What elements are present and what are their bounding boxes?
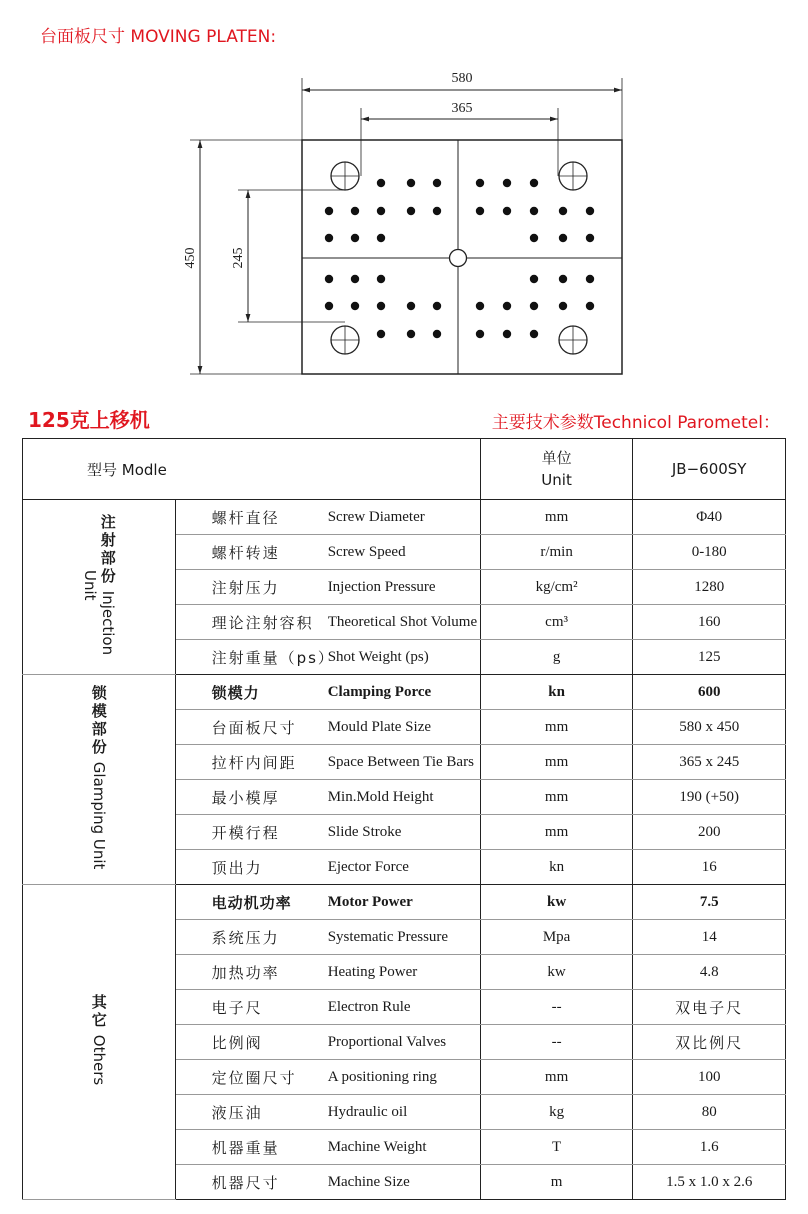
bolt-hole xyxy=(559,302,567,310)
param-value: 1.6 xyxy=(633,1130,786,1165)
bolt-hole xyxy=(530,179,538,187)
param-name-en: Hydraulic oil xyxy=(328,1095,481,1130)
bolt-hole xyxy=(351,234,359,242)
param-name-cn: 锁模力 xyxy=(175,675,328,710)
param-unit: cm³ xyxy=(480,605,633,640)
param-value: 190 (+50) xyxy=(633,780,786,815)
param-value: 365 x 245 xyxy=(633,745,786,780)
table-header-row xyxy=(23,439,786,500)
param-value: 600 xyxy=(633,675,786,710)
bolt-hole xyxy=(433,207,441,215)
param-name-en: Screw Diameter xyxy=(328,500,481,535)
bolt-hole xyxy=(586,234,594,242)
section-label-en: Others xyxy=(89,1035,108,1086)
param-unit: mm xyxy=(480,710,633,745)
bolt-hole xyxy=(407,330,415,338)
dim-label-365: 365 xyxy=(451,101,473,116)
param-name-cn: 机器重量 xyxy=(175,1130,328,1165)
spec-table xyxy=(22,438,786,1200)
param-unit: g xyxy=(480,640,633,675)
bolt-hole xyxy=(530,330,538,338)
param-unit: T xyxy=(480,1130,633,1165)
header-unit xyxy=(480,439,633,500)
param-name-cn: 加热功率 xyxy=(175,955,328,990)
model-title: 125克上移机 xyxy=(28,408,150,432)
param-name-en: Shot Weight (ps) xyxy=(328,640,481,675)
param-name-en: Heating Power xyxy=(328,955,481,990)
param-name-cn: 螺杆转速 xyxy=(175,535,328,570)
section-label xyxy=(23,675,176,885)
param-value: 14 xyxy=(633,920,786,955)
param-value: 0-180 xyxy=(633,535,786,570)
param-value: 160 xyxy=(633,605,786,640)
param-unit: kw xyxy=(480,885,633,920)
param-name-cn: 注射重量（ps） xyxy=(175,640,328,675)
param-name-cn: 液压油 xyxy=(175,1095,328,1130)
header-model-number: JB−600SY xyxy=(633,439,786,500)
bolt-hole xyxy=(586,275,594,283)
param-unit: mm xyxy=(480,1060,633,1095)
param-unit: kg xyxy=(480,1095,633,1130)
param-name-en: Ejector Force xyxy=(328,850,481,885)
param-name-en: Machine Weight xyxy=(328,1130,481,1165)
param-value: 7.5 xyxy=(633,885,786,920)
dim-label-245: 245 xyxy=(231,247,246,269)
bolt-hole xyxy=(377,179,385,187)
moving-platen-diagram xyxy=(0,60,808,390)
param-name-en: Min.Mold Height xyxy=(328,780,481,815)
table-row xyxy=(23,885,786,920)
bolt-hole xyxy=(377,207,385,215)
param-name-en: Injection Pressure xyxy=(328,570,481,605)
bolt-hole xyxy=(476,330,484,338)
bolt-hole xyxy=(503,302,511,310)
bolt-hole xyxy=(407,207,415,215)
param-unit: Mpa xyxy=(480,920,633,955)
dim-label-450: 450 xyxy=(183,247,198,269)
bolt-hole xyxy=(559,207,567,215)
bolt-hole xyxy=(433,330,441,338)
bolt-hole xyxy=(433,302,441,310)
bolt-hole xyxy=(351,275,359,283)
param-value: 1280 xyxy=(633,570,786,605)
param-name-en: Proportional Valves xyxy=(328,1025,481,1060)
bolt-hole xyxy=(407,302,415,310)
bolt-hole xyxy=(377,234,385,242)
param-value: 4.8 xyxy=(633,955,786,990)
param-name-cn: 系统压力 xyxy=(175,920,328,955)
param-name-cn: 电动机功率 xyxy=(175,885,328,920)
bolt-hole xyxy=(476,302,484,310)
bolt-hole xyxy=(503,330,511,338)
bolt-hole xyxy=(586,302,594,310)
param-name-en: Systematic Pressure xyxy=(328,920,481,955)
header-unit-en: Unit xyxy=(541,471,572,489)
param-value: 125 xyxy=(633,640,786,675)
param-value: 双比例尺 xyxy=(633,1025,786,1060)
section-label-text xyxy=(90,994,108,1085)
param-value: 100 xyxy=(633,1060,786,1095)
section-label xyxy=(23,500,176,675)
param-name-en: Space Between Tie Bars xyxy=(328,745,481,780)
section-label-cn: 锁模部份 xyxy=(89,685,108,758)
param-name-cn: 电子尺 xyxy=(175,990,328,1025)
bolt-hole xyxy=(325,207,333,215)
param-name-en: Mould Plate Size xyxy=(328,710,481,745)
param-value: 双电子尺 xyxy=(633,990,786,1025)
bolt-hole xyxy=(476,207,484,215)
param-name-cn: 开模行程 xyxy=(175,815,328,850)
param-name-cn: 注射压力 xyxy=(175,570,328,605)
param-unit: kn xyxy=(480,850,633,885)
param-unit: kg/cm² xyxy=(480,570,633,605)
param-value: 200 xyxy=(633,815,786,850)
bolt-hole xyxy=(530,207,538,215)
dim-label-580: 580 xyxy=(451,71,473,86)
param-unit: kw xyxy=(480,955,633,990)
param-unit: kn xyxy=(480,675,633,710)
bolt-hole xyxy=(559,275,567,283)
section-label-text xyxy=(90,685,108,869)
param-unit: mm xyxy=(480,815,633,850)
param-value: 16 xyxy=(633,850,786,885)
param-value: 80 xyxy=(633,1095,786,1130)
bolt-hole xyxy=(530,234,538,242)
bolt-hole xyxy=(377,330,385,338)
param-name-cn: 拉杆内间距 xyxy=(175,745,328,780)
param-unit: mm xyxy=(480,780,633,815)
bolt-hole xyxy=(325,234,333,242)
param-name-en: A positioning ring xyxy=(328,1060,481,1095)
section-label-en: Glamping Unit xyxy=(89,762,108,870)
bolt-hole xyxy=(503,207,511,215)
param-name-cn: 比例阀 xyxy=(175,1025,328,1060)
param-name-cn: 机器尺寸 xyxy=(175,1165,328,1200)
section-label-cn: 其它 xyxy=(89,994,108,1031)
param-unit: -- xyxy=(480,990,633,1025)
param-unit: mm xyxy=(480,500,633,535)
bolt-hole xyxy=(377,275,385,283)
param-name-cn: 顶出力 xyxy=(175,850,328,885)
param-unit: r/min xyxy=(480,535,633,570)
bolt-hole xyxy=(530,302,538,310)
bolt-hole xyxy=(325,275,333,283)
param-value: 1.5 x 1.0 x 2.6 xyxy=(633,1165,786,1200)
section-label-cn: 注射部份 xyxy=(98,514,117,587)
bolt-hole xyxy=(476,179,484,187)
param-name-en: Clamping Porce xyxy=(328,675,481,710)
param-name-cn: 最小模厚 xyxy=(175,780,328,815)
bolt-hole xyxy=(377,302,385,310)
table-row xyxy=(23,500,786,535)
param-unit: mm xyxy=(480,745,633,780)
section-label xyxy=(23,885,176,1200)
platen-title: 台面板尺寸 MOVING PLATEN: xyxy=(40,27,277,47)
param-unit: -- xyxy=(480,1025,633,1060)
param-value: 580 x 450 xyxy=(633,710,786,745)
header-unit-cn: 单位 xyxy=(541,449,572,467)
param-name-en: Machine Size xyxy=(328,1165,481,1200)
param-value: Φ40 xyxy=(633,500,786,535)
params-title: 主要技术参数Technicol Parometel： xyxy=(491,413,780,433)
param-name-cn: 理论注射容积 xyxy=(175,605,328,640)
param-name-cn: 台面板尺寸 xyxy=(175,710,328,745)
bolt-hole xyxy=(407,179,415,187)
param-name-en: Slide Stroke xyxy=(328,815,481,850)
param-name-en: Screw Speed xyxy=(328,535,481,570)
bolt-hole xyxy=(351,302,359,310)
table-row xyxy=(23,675,786,710)
param-name-en: Electron Rule xyxy=(328,990,481,1025)
param-unit: m xyxy=(480,1165,633,1200)
bolt-hole xyxy=(530,275,538,283)
section-label-en: Injection Unit xyxy=(80,569,117,656)
bolt-hole xyxy=(559,234,567,242)
bolt-hole xyxy=(503,179,511,187)
param-name-cn: 定位圈尺寸 xyxy=(175,1060,328,1095)
header-model: 型号 Modle xyxy=(23,439,481,500)
bolt-hole xyxy=(325,302,333,310)
bolt-hole xyxy=(586,207,594,215)
param-name-en: Theoretical Shot Volume xyxy=(328,605,481,640)
section-label-text xyxy=(81,498,117,672)
bolt-hole xyxy=(433,179,441,187)
center-hole xyxy=(450,250,467,267)
bolt-hole xyxy=(351,207,359,215)
param-name-en: Motor Power xyxy=(328,885,481,920)
param-name-cn: 螺杆直径 xyxy=(175,500,328,535)
